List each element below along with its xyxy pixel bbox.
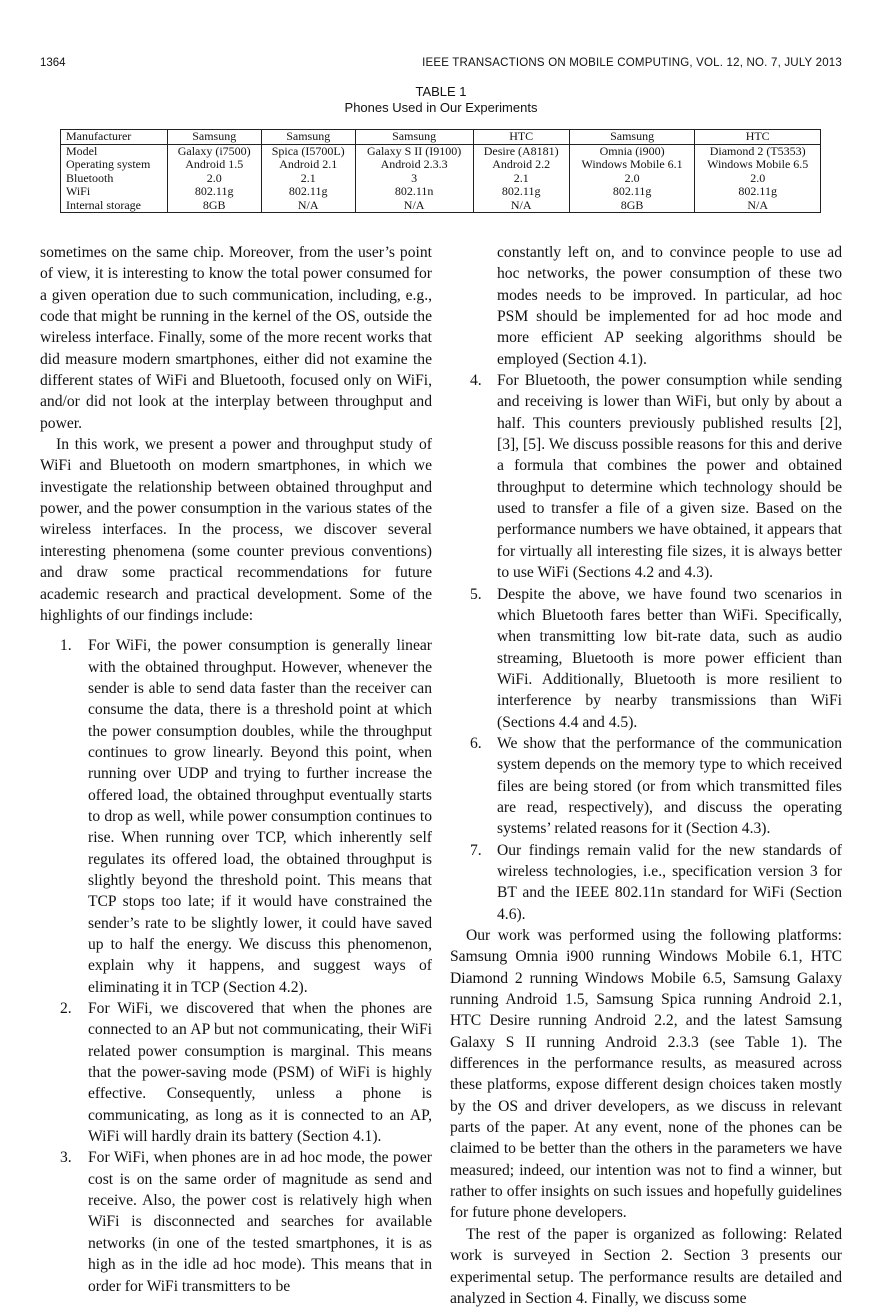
table-cell: 8GB bbox=[569, 199, 695, 213]
list-item bbox=[40, 998, 432, 1147]
table-cell: Android 2.2 bbox=[473, 158, 569, 172]
list-item bbox=[450, 370, 842, 583]
list-text: Our findings remain valid for the new standards of wireless technologies, i.e., specification version 3 for BT and the IEEE 802.11n standard for WiFi (Section 4.6). bbox=[497, 841, 842, 923]
row-header-cell: Bluetooth bbox=[66, 170, 114, 185]
paragraph: In this work, we present a power and throughput study of WiFi and Bluetooth on modern smartphones, in which we investigate the relationship between obtained throughput and power, and the power consumption in the various states of the wireless interfaces. In the process, we discover several interesting phenomena (some counter previous conventions) and draw some practical recommendations for future academic research and practical development. Some of the highlights of our findings include: bbox=[40, 436, 432, 624]
table-cell: N/A bbox=[261, 199, 355, 213]
table-cell: Samsung bbox=[261, 130, 355, 145]
table-cell: 2.0 bbox=[167, 172, 261, 186]
list-number: 6. bbox=[470, 734, 482, 752]
table-cell: 802.11g bbox=[569, 185, 695, 199]
list-number: 2. bbox=[60, 1000, 72, 1018]
table-row bbox=[61, 158, 821, 172]
table-row bbox=[61, 199, 821, 213]
table-cell: Diamond 2 (T5353) bbox=[695, 144, 821, 158]
table-cell: Samsung bbox=[355, 130, 473, 145]
phones-table bbox=[60, 129, 821, 213]
paragraph: The rest of the paper is organized as following: Related work is surveyed in Section 2. Section 3 presents our experimental setup. The performance results are detailed and analyzed in Section 4. Finally, we discuss some bbox=[450, 1225, 842, 1307]
list-text: We show that the performance of the communication system depends on the memory type to which received files are being stored (or from which transmitted files are read, respectively), and discuss the operating systems’ related reasons for it (Section 4.3). bbox=[497, 734, 842, 838]
list-number: 4. bbox=[470, 372, 482, 390]
table-cell: 2.0 bbox=[695, 172, 821, 186]
list-number: 7. bbox=[470, 841, 482, 859]
table-cell: Android 1.5 bbox=[167, 158, 261, 172]
list-text: For WiFi, we discovered that when the phones are connected to an AP but not communicating, their WiFi related power consumption is marginal. This means that the power-saving mode (PSM) of WiFi is highly effective. Consequently, unless a phone is communicating, as long as it is connected to an AP, WiFi will hardly drain its battery (Section 4.1). bbox=[88, 1000, 432, 1146]
row-header-cell: Manufacturer bbox=[61, 130, 168, 145]
list-item-continuation: constantly left on, and to convince people to use ad hoc networks, the power consumption of these two modes needs to be improved. In particular, ad hoc PSM should be implemented for ad hoc mode and more efficient AP seeking algorithms should be employed (Section 4.1). bbox=[497, 244, 842, 368]
table-caption: Phones Used in Our Experiments bbox=[344, 100, 538, 115]
left-column bbox=[40, 242, 432, 1297]
findings-list bbox=[40, 635, 432, 1297]
table-cell: Samsung bbox=[167, 130, 261, 145]
table-cell: Windows Mobile 6.1 bbox=[569, 158, 695, 172]
list-number: 3. bbox=[60, 1149, 72, 1167]
row-header-cell: WiFi bbox=[66, 184, 91, 198]
table-cell: Android 2.3.3 bbox=[355, 158, 473, 172]
table-label: TABLE 1 bbox=[415, 84, 467, 99]
table-cell: Spica (I5700L) bbox=[261, 144, 355, 158]
table-cell: N/A bbox=[473, 199, 569, 213]
table-cell: Omnia (i900) bbox=[569, 144, 695, 158]
list-text: For WiFi, the power consumption is generally linear with the obtained throughput. However, whenever the sender is able to send data faster than the receiver can consume the data, there is a threshold point at which the power consumption doubles, while the throughput continues to grow linearly. Beyond this point, when running over UDP and trying to further increase the offered load, the obtained throughput eventually starts to drop as well, while power consumption continues to rise. When running over TCP, which inherently self regulates its offered load, the obtained throughput is slightly beyond the threshold point. This means that TCP stops too late; if it would have constrained the sender’s rate to be slightly lower, it could have saved up to half the energy. We discuss this phenomenon, explain why it happens, and suggest ways of eliminating it in TCP (Section 4.2). bbox=[88, 637, 432, 996]
list-text: For WiFi, when phones are in ad hoc mode, the power cost is on the same order of magnitude as send and receive. Also, the power cost is relatively high when WiFi is disconnected and searches for available networks (in one of the tested smartphones, it is as high as in the idle ad hoc mode). This means that in order for WiFi transmitters to be bbox=[88, 1149, 432, 1295]
right-column bbox=[450, 242, 842, 1309]
table-cell: 8GB bbox=[167, 199, 261, 213]
list-item bbox=[450, 840, 842, 925]
table-cell: N/A bbox=[695, 199, 821, 213]
table-cell: 2.0 bbox=[569, 172, 695, 186]
table-cell: 802.11g bbox=[695, 185, 821, 199]
row-header-cell: Operating system bbox=[66, 157, 151, 171]
table-cell: HTC bbox=[695, 130, 821, 145]
table-cell: 802.11g bbox=[167, 185, 261, 199]
list-item bbox=[450, 584, 842, 733]
list-text: For Bluetooth, the power consumption while sending and receiving is lower than WiFi, but only by about a half. This counters previously published results [2], [3], [5]. We discuss possible reasons for this and derive a formula that combines the power and obtained throughput to determine which technology should be used to transfer a file of a given size. Based on the performance numbers we have obtained, it appears that for virtually all interesting file sizes, it is always better to use WiFi (Sections 4.2 and 4.3). bbox=[497, 372, 842, 582]
table-cell: 802.11g bbox=[261, 185, 355, 199]
table-row bbox=[61, 172, 821, 186]
list-item bbox=[40, 1147, 432, 1296]
list-number: 1. bbox=[60, 637, 72, 655]
row-header-cell: Model bbox=[66, 143, 98, 158]
table-cell: 2.1 bbox=[261, 172, 355, 186]
table-cell: Samsung bbox=[569, 130, 695, 145]
list-text: Despite the above, we have found two scenarios in which Bluetooth fares better than WiFi. Specifically, when transmitting low bit-rate data, such as audio streaming, Bluetooth is more power efficient than WiFi. Additionally, Bluetooth is more resilient to interference by nearby transmissions than WiFi (Sections 4.4 and 4.5). bbox=[497, 585, 842, 731]
list-item bbox=[450, 733, 842, 840]
running-header: IEEE TRANSACTIONS ON MOBILE COMPUTING, VOL. 12, NO. 7, JULY 2013 bbox=[422, 57, 842, 69]
table-cell: Desire (A8181) bbox=[473, 144, 569, 158]
table-cell: 802.11n bbox=[355, 185, 473, 199]
table-cell: 2.1 bbox=[473, 172, 569, 186]
table-cell: 802.11g bbox=[473, 185, 569, 199]
row-header-cell: Internal storage bbox=[66, 197, 141, 212]
paragraph: Our work was performed using the following platforms: Samsung Omnia i900 running Windows Mobile 6.1, HTC Diamond 2 running Windows Mobile 6.5, Samsung Galaxy running Android 1.5, Samsung Spica running Android 2.1, HTC Desire running Android 2.2, and the latest Samsung Galaxy S II running Android 2.3.3 (see Table 1). The differences in the performance results, as measured across these platforms, expose different design choices taken mostly by the OS and driver developers, as we discuss in relevant parts of the paper. At any event, none of the phones can be claimed to be better than the others in the parameters we have measured; indeed, our intention was not to find a winner, but rather to offer insights on such issues and hopefully guidelines for future phone developers. bbox=[450, 927, 842, 1222]
list-number: 5. bbox=[470, 585, 482, 603]
page-number: 1364 bbox=[40, 57, 66, 69]
table-cell: HTC bbox=[473, 130, 569, 145]
table-cell: Windows Mobile 6.5 bbox=[695, 158, 821, 172]
table-row bbox=[61, 144, 821, 158]
table-cell: N/A bbox=[355, 199, 473, 213]
paragraph: sometimes on the same chip. Moreover, from the user’s point of view, it is interesting to know the total power consumed for a given operation due to such communication, including, e.g., code that might be running in the kernel of the OS, outside the wireless interface. Finally, some of the more recent works that did measure modern smartphones, either did not examine the different states of WiFi and Bluetooth, focused only on WiFi, and/or did not look at the interplay between throughput and power. bbox=[40, 244, 432, 432]
table-cell: 3 bbox=[355, 172, 473, 186]
table-cell: Galaxy S II (I9100) bbox=[355, 144, 473, 158]
table-row bbox=[61, 185, 821, 199]
table-cell: Android 2.1 bbox=[261, 158, 355, 172]
table-row bbox=[61, 130, 821, 145]
list-item bbox=[40, 635, 432, 998]
table-cell: Galaxy (i7500) bbox=[167, 144, 261, 158]
findings-list-continued bbox=[450, 370, 842, 925]
